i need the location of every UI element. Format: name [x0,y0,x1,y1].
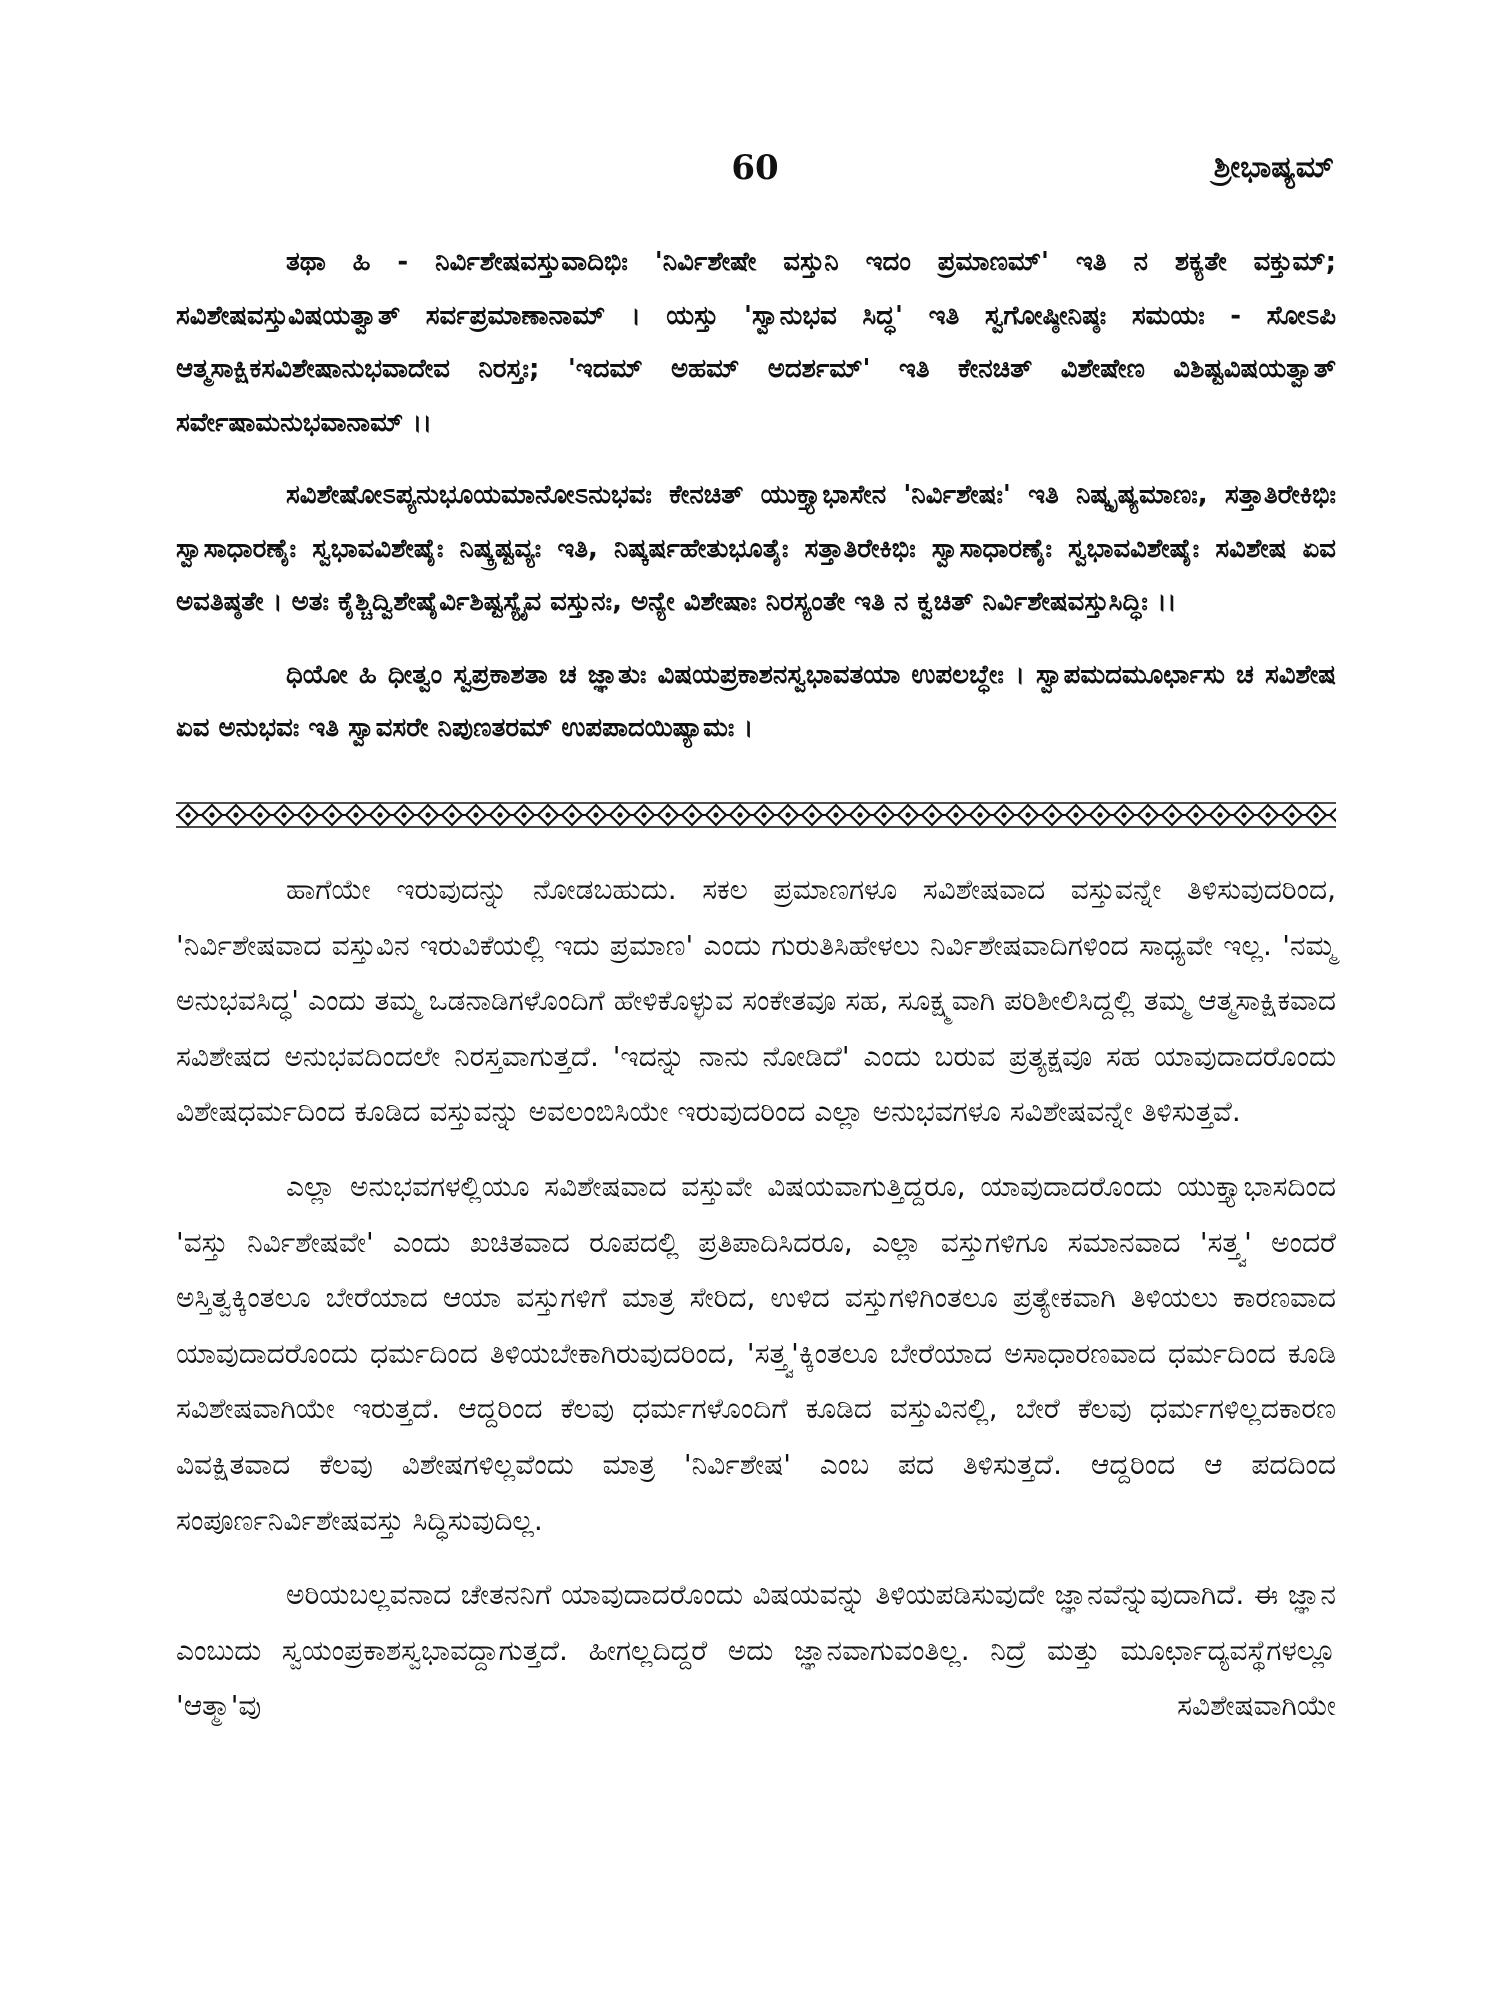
page-number: 60 [731,148,779,188]
page-header [176,148,1334,198]
sanskrit-text-block [176,236,1336,775]
sanskrit-paragraph: ಧಿಯೋ ಹಿ ಧೀತ್ವಂ ಸ್ವಪ್ರಕಾಶತಾ ಚ ಜ್ಞಾತುಃ ವಿಷಯಪ್ರಕಾಶನಸ್ವಭಾವತಯಾ ಉಪಲಬ್ಧೇಃ । ಸ್ವಾಪಮದಮೂರ್ಛಾಸು ಚ ಸವಿಶೇಷ ಏವ ಅನುಭವಃ ಇತಿ ಸ್ವಾವಸರೇ ನಿಪುಣತರಮ್ ಉಪಪಾದಯಿಷ್ಯಾಮಃ । [176,659,1336,743]
sanskrit-paragraph: ತಥಾ ಹಿ - ನಿರ್ವಿಶೇಷವಸ್ತುವಾದಿಭಿಃ 'ನಿರ್ವಿಶೇಷೇ ವಸ್ತುನಿ ಇದಂ ಪ್ರಮಾಣಮ್' ಇತಿ ನ ಶಕ್ಯತೇ ವಕ್ತುಮ್; ಸವಿಶೇಷವಸ್ತುವಿಷಯತ್ವಾತ್ ಸರ್ವಪ್ರಮಾಣಾನಾಮ್ । ಯಸ್ತು 'ಸ್ವಾನುಭವ ಸಿದ್ಧ' ಇತಿ ಸ್ವಗೋಷ್ಠೀನಿಷ್ಠಃ ಸಮಯಃ - ಸೋಽಪಿ ಆತ್ಮಸಾಕ್ಷಿಕಸವಿಶೇಷಾನುಭವಾದೇವ ನಿರಸ್ತಃ; 'ಇದಮ್ ಅಹಮ್ ಅದರ್ಶಮ್' ಇತಿ ಕೇನಚಿತ್ ವಿಶೇಷೇಣ ವಿಶಿಷ್ಟವಿಷಯತ್ವಾತ್ ಸರ್ವೇಷಾಮನುಭವಾನಾಮ್ ।। [176,247,1336,438]
running-title: ಶ್ರೀಭಾಷ್ಯಮ್ [1213,150,1334,185]
sanskrit-paragraph: ಸವಿಶೇಷೋಽಪ್ಯನುಭೂಯಮಾನೋಽನುಭವಃ ಕೇನಚಿತ್ ಯುಕ್ತ್ಯಾಭಾಸೇನ 'ನಿರ್ವಿಶೇಷಃ' ಇತಿ ನಿಷ್ಕೃಷ್ಯಮಾಣಃ, ಸತ್ತಾತಿರೇಕಿಭಿಃ ಸ್ವಾಸಾಧಾರಣೈಃ ಸ್ವಭಾವವಿಶೇಷೈಃ ನಿಷ್ಕ್ರಷ್ಟವ್ಯಃ ಇತಿ, ನಿಷ್ಕರ್ಷಹೇತುಭೂತೈಃ ಸತ್ತಾತಿರೇಕಿಭಿಃ ಸ್ವಾಸಾಧಾರಣೈಃ ಸ್ವಭಾವವಿಶೇಷೈಃ ಸವಿಶೇಷ ಏವ ಅವತಿಷ್ಠತೇ । ಅತಃ ಕೈಶ್ಚಿದ್ವಿಶೇಷೈರ್ವಿಶಿಷ್ಟಸ್ಯೈವ ವಸ್ತುನಃ, ಅನ್ಯೇ ವಿಶೇಷಾಃ ನಿರಸ್ಯಂತೇ ಇತಿ ನ ಕ್ವಚಿತ್ ನಿರ್ವಿಶೇಷವಸ್ತುಸಿದ್ಧಿಃ ।। [176,480,1336,617]
kannada-paragraph: ಎಲ್ಲಾ ಅನುಭವಗಳಲ್ಲಿಯೂ ಸವಿಶೇಷವಾದ ವಸ್ತುವೇ ವಿಷಯವಾಗುತ್ತಿದ್ದರೂ, ಯಾವುದಾದರೊಂದು ಯುಕ್ತ್ಯಾಭಾಸದಿಂದ 'ವಸ್ತು ನಿರ್ವಿಶೇಷವೇ' ಎಂದು ಖಚಿತವಾದ ರೂಪದಲ್ಲಿ ಪ್ರತಿಪಾದಿಸಿದರೂ, ಎಲ್ಲಾ ವಸ್ತುಗಳಿಗೂ ಸಮಾನವಾದ 'ಸತ್ತ್ವ' ಅಂದರೆ ಅಸ್ತಿತ್ವಕ್ಕಿಂತಲೂ ಬೇರೆಯಾದ ಆಯಾ ವಸ್ತುಗಳಿಗೆ ಮಾತ್ರ ಸೇರಿದ, ಉಳಿದ ವಸ್ತುಗಳಿಗಿಂತಲೂ ಪ್ರತ್ಯೇಕವಾಗಿ ತಿಳಿಯಲು ಕಾರಣವಾದ ಯಾವುದಾದರೊಂದು ಧರ್ಮದಿಂದ ತಿಳಿಯಬೇಕಾಗಿರುವುದರಿಂದ, 'ಸತ್ತ್ವ'ಕ್ಕಿಂತಲೂ ಬೇರೆಯಾದ ಅಸಾಧಾರಣವಾದ ಧರ್ಮದಿಂದ ಕೂಡಿ ಸವಿಶೇಷವಾಗಿಯೇ ಇರುತ್ತದೆ. ಆದ್ದರಿಂದ ಕೆಲವು ಧರ್ಮಗಳೊಂದಿಗೆ ಕೂಡಿದ ವಸ್ತುವಿನಲ್ಲಿ, ಬೇರೆ ಕೆಲವು ಧರ್ಮಗಳಿಲ್ಲದಕಾರಣ ವಿವಕ್ಷಿತವಾದ ಕೆಲವು ವಿಶೇಷಗಳಿಲ್ಲವೆಂದು ಮಾತ್ರ 'ನಿರ್ವಿಶೇಷ' ಎಂಬ ಪದ ತಿಳಿಸುತ್ತದೆ. ಆದ್ದರಿಂದ ಆ ಪದದಿಂದ ಸಂಪೂರ್ಣನಿರ್ವಿಶೇಷವಸ್ತು ಸಿದ್ಧಿಸುವುದಿಲ್ಲ. [176,1169,1336,1537]
kannada-paragraph: ಹಾಗೆಯೇ ಇರುವುದನ್ನು ನೋಡಬಹುದು. ಸಕಲ ಪ್ರಮಾಣಗಳೂ ಸವಿಶೇಷವಾದ ವಸ್ತುವನ್ನೇ ತಿಳಿಸುವುದರಿಂದ, 'ನಿರ್ವಿಶೇಷವಾದ ವಸ್ತುವಿನ ಇರುವಿಕೆಯಲ್ಲಿ ಇದು ಪ್ರಮಾಣ' ಎಂದು ಗುರುತಿಸಿಹೇಳಲು ನಿರ್ವಿಶೇಷವಾದಿಗಳಿಂದ ಸಾಧ್ಯವೇ ಇಲ್ಲ. 'ನಮ್ಮ ಅನುಭವಸಿದ್ಧ' ಎಂದು ತಮ್ಮ ಒಡನಾಡಿಗಳೊಂದಿಗೆ ಹೇಳಿಕೊಳ್ಳುವ ಸಂಕೇತವೂ ಸಹ, ಸೂಕ್ಷ್ಮವಾಗಿ ಪರಿಶೀಲಿಸಿದ್ದಲ್ಲಿ ತಮ್ಮ ಆತ್ಮಸಾಕ್ಷಿಕವಾದ ಸವಿಶೇಷದ ಅನುಭವದಿಂದಲೇ ನಿರಸ್ತವಾಗುತ್ತದೆ. 'ಇದನ್ನು ನಾನು ನೋಡಿದೆ' ಎಂದು ಬರುವ ಪ್ರತ್ಯಕ್ಷವೂ ಸಹ ಯಾವುದಾದರೊಂದು ವಿಶೇಷಧರ್ಮದಿಂದ ಕೂಡಿದ ವಸ್ತುವನ್ನು ಅವಲಂಬಿಸಿಯೇ ಇರುವುದರಿಂದ ಎಲ್ಲಾ ಅನುಭವಗಳೂ ಸವಿಶೇಷವನ್ನೇ ತಿಳಿಸುತ್ತವೆ. [176,873,1336,1129]
ornamental-divider [176,800,1336,830]
kannada-text-block [176,862,1336,1753]
kannada-paragraph: ಅರಿಯಬಲ್ಲವನಾದ ಚೇತನನಿಗೆ ಯಾವುದಾದರೊಂದು ವಿಷಯವನ್ನು ತಿಳಿಯಪಡಿಸುವುದೇ ಜ್ಞಾನವೆನ್ನುವುದಾಗಿದೆ. ಈ ಜ್ಞಾನ ಎಂಬುದು ಸ್ವಯಂಪ್ರಕಾಶಸ್ವಭಾವದ್ದಾಗುತ್ತದೆ. ಹೀಗಲ್ಲದಿದ್ದರೆ ಅದು ಜ್ಞಾನವಾಗುವಂತಿಲ್ಲ. ನಿದ್ರೆ ಮತ್ತು ಮೂರ್ಛಾದ್ಯವಸ್ಥೆಗಳಲ್ಲೂ 'ಆತ್ಮಾ'ವು ಸವಿಶೇಷವಾಗಿಯೇ [176,1578,1336,1723]
